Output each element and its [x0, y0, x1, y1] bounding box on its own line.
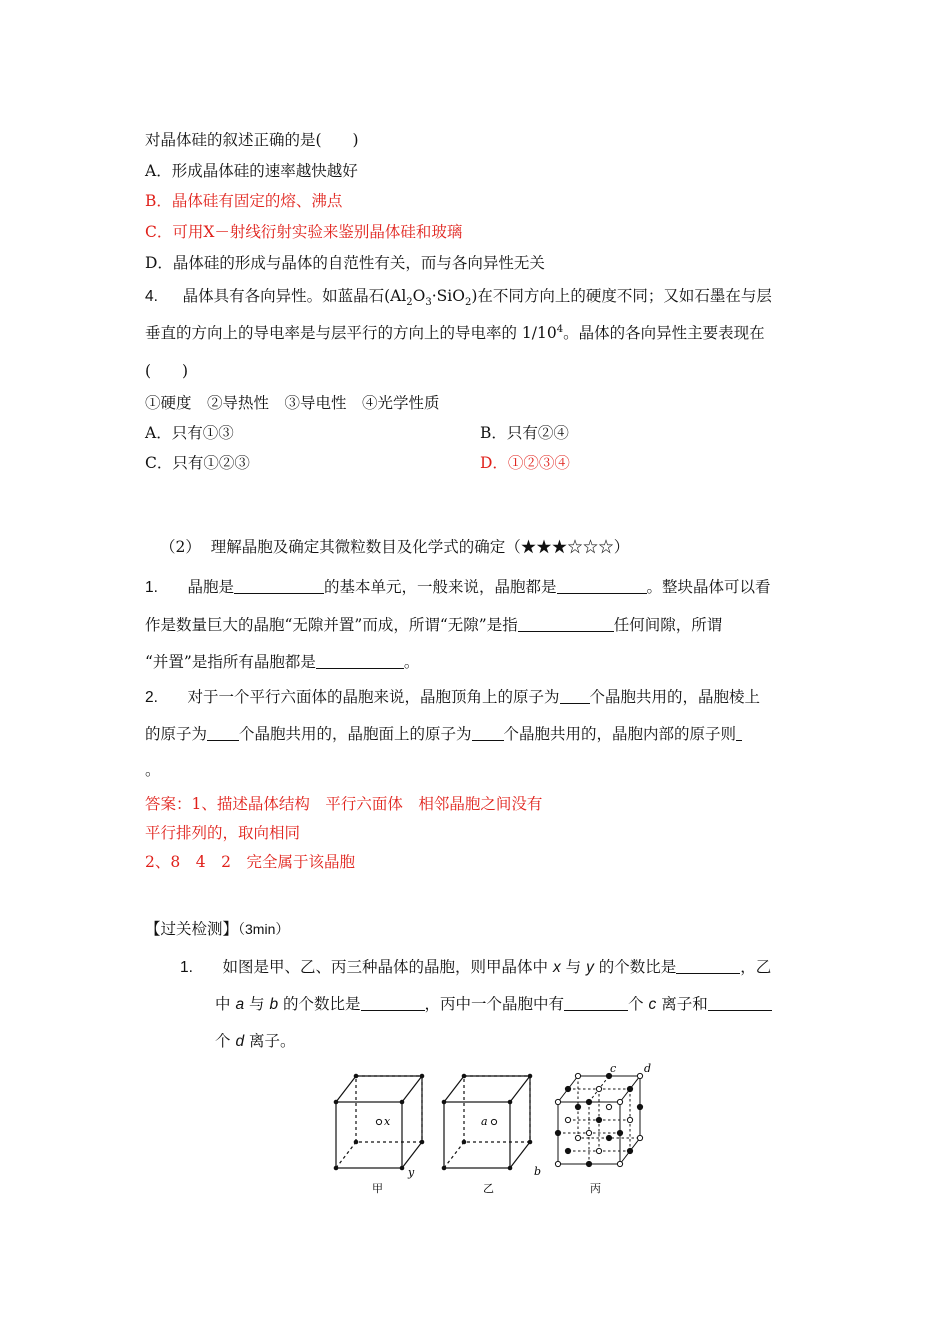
label-b: b — [534, 1165, 542, 1178]
q3-option-d: D．晶体硅的形成与晶体的自范性有关，而与各向异性无关 — [145, 254, 545, 272]
check-q1-text-d: ，乙 — [740, 958, 772, 976]
blank[interactable] — [564, 996, 628, 1011]
label-c: c — [610, 1062, 617, 1075]
check-q1-text-k: 个 — [215, 1032, 231, 1050]
check-q1-line-1 — [180, 957, 771, 978]
fill1-line-3 — [145, 652, 419, 672]
fill2-text-e: 个晶胞共用的，晶胞内部的原子则 — [503, 725, 737, 743]
fill2-end-mark: 。 — [145, 761, 161, 779]
check-q1-text-j: 离子和 — [661, 995, 708, 1013]
q3-stem: 对晶体硅的叙述正确的是( ) — [145, 131, 359, 149]
q4-text-2a: 垂直的方向上的导电率是与层平行的方向上的导电率的 1/10 — [145, 324, 557, 342]
q4-option-b: B．只有②④ — [480, 424, 569, 442]
check-q1-text-l: 离子。 — [249, 1032, 296, 1050]
fill2-text-d: 个晶胞共用的，晶胞面上的原子为 — [239, 725, 472, 743]
check-heading — [145, 919, 289, 939]
q4-line-2 — [145, 323, 765, 343]
fill1-text-f: “并置”是指所有晶胞都是 — [145, 653, 316, 671]
check-q1-text-a: 如图是甲、乙、丙三种晶体的晶胞，则甲晶体中 — [222, 958, 549, 976]
blank[interactable] — [676, 959, 740, 974]
blank[interactable] — [207, 726, 239, 741]
fill1-text-a: 晶胞是 — [187, 578, 235, 596]
blank[interactable] — [708, 996, 772, 1011]
q4-number: 4. — [145, 288, 158, 305]
var-d: d — [235, 1033, 245, 1050]
fill1-line-1 — [145, 577, 771, 598]
label-y: y — [408, 1166, 415, 1179]
fill1-text-e: 任何间隙，所谓 — [613, 616, 723, 634]
blank[interactable] — [518, 617, 614, 632]
blank[interactable] — [316, 654, 404, 669]
q4-answer-paren: ( ) — [145, 362, 189, 380]
check-q1-number: 1. — [180, 959, 193, 976]
label-yi: 乙 — [483, 1182, 494, 1195]
fill1-text-d: 作是数量巨大的晶胞“无隙并置”而成，所谓“无隙”是指 — [145, 616, 518, 634]
check-q1-text-h: ，丙中一个晶胞中有 — [424, 995, 565, 1013]
q4-text-1a: 晶体具有各向异性。如蓝晶石(Al — [182, 287, 407, 305]
label-bing: 丙 — [590, 1182, 601, 1195]
check-title: 【过关检测】 — [145, 920, 239, 938]
fill2-text-a: 对于一个平行六面体的晶胞来说，晶胞顶角上的原子为 — [187, 688, 560, 706]
fill2-text-b: 个晶胞共用的，晶胞棱上 — [589, 688, 761, 706]
fill2-line-1 — [145, 687, 760, 708]
q4-items: ①硬度 ②导热性 ③导电性 ④光学性质 — [145, 394, 440, 412]
blank[interactable] — [472, 726, 504, 741]
label-a: a — [481, 1115, 488, 1128]
check-q1-text-e: 中 — [215, 995, 231, 1013]
fill1-text-b: 的基本单元，一般来说，晶胞都是 — [324, 578, 557, 596]
q4-text-2b: 。晶体的各向异性主要表现在 — [563, 324, 765, 342]
blank[interactable] — [560, 689, 590, 704]
q3-option-b: B．晶体硅有固定的熔、沸点 — [145, 192, 343, 210]
blank[interactable] — [361, 996, 425, 1011]
q3-option-a: A．形成晶体硅的速率越快越好 — [145, 162, 358, 180]
q4-sub-1: 2 — [406, 297, 413, 309]
var-x: x — [552, 959, 561, 976]
q4-option-a: A．只有①③ — [145, 424, 234, 442]
q4-sup: 4 — [556, 323, 564, 335]
blank[interactable] — [234, 579, 324, 594]
answer-line-2: 平行排列的，取向相同 — [145, 824, 301, 842]
q4-line-1 — [145, 286, 772, 307]
label-jia: 甲 — [372, 1182, 383, 1195]
section-label: （2） — [160, 538, 201, 556]
check-q1-text-i: 个 — [628, 995, 644, 1013]
q3-option-c: C．可用X－射线衍射实验来鉴别晶体硅和玻璃 — [145, 223, 463, 241]
label-x: x — [384, 1115, 391, 1128]
unit-cells-figure — [330, 1062, 660, 1197]
answer-line-1: 答案：1、描述晶体结构 平行六面体 相邻晶胞之间没有 — [145, 795, 543, 813]
q4-text-1c: ·SiO — [431, 287, 465, 305]
section-heading — [160, 537, 629, 557]
blank[interactable] — [736, 726, 742, 741]
label-d: d — [644, 1062, 652, 1075]
fill2-text-c: 的原子为 — [145, 725, 208, 743]
q4-sub-2: 3 — [425, 297, 432, 309]
fill2-number: 2. — [145, 689, 158, 706]
var-a: a — [235, 996, 245, 1013]
var-y: y — [586, 959, 594, 976]
var-c: c — [648, 996, 657, 1013]
q4-text-1d: )在不同方向上的硬度不同；又如石墨在与层 — [471, 287, 772, 305]
center-atom-x — [376, 1119, 381, 1124]
answer-line-3: 2、8 4 2 完全属于该晶胞 — [145, 853, 355, 871]
check-q1-text-f: 与 — [249, 995, 265, 1013]
q4-text-1b: O — [412, 287, 426, 305]
fill1-number: 1. — [145, 579, 158, 596]
check-q1-text-g: 的个数比是 — [283, 995, 361, 1013]
fill1-text-c: 。整块晶体可以看 — [646, 578, 771, 596]
check-q1-text-c: 的个数比是 — [598, 958, 677, 976]
fill1-text-g: 。 — [403, 653, 420, 671]
q4-option-d: D．①②③④ — [480, 454, 570, 472]
fill1-line-2 — [145, 615, 722, 635]
center-atom-a — [491, 1119, 496, 1124]
q4-sub-3: 2 — [464, 297, 472, 309]
cell-bing-ions — [555, 1073, 642, 1166]
var-b: b — [269, 996, 279, 1013]
fill2-line-2 — [145, 724, 742, 744]
blank[interactable] — [557, 579, 647, 594]
check-q1-line-2 — [215, 994, 772, 1015]
check-q1-line-3 — [215, 1031, 296, 1052]
q4-option-c: C．只有①②③ — [145, 454, 250, 472]
check-time: （3min） — [238, 921, 290, 937]
check-q1-text-b: 与 — [565, 958, 582, 976]
section-title: 理解晶胞及确定其微粒数目及化学式的确定（★★★☆☆☆） — [210, 538, 630, 556]
